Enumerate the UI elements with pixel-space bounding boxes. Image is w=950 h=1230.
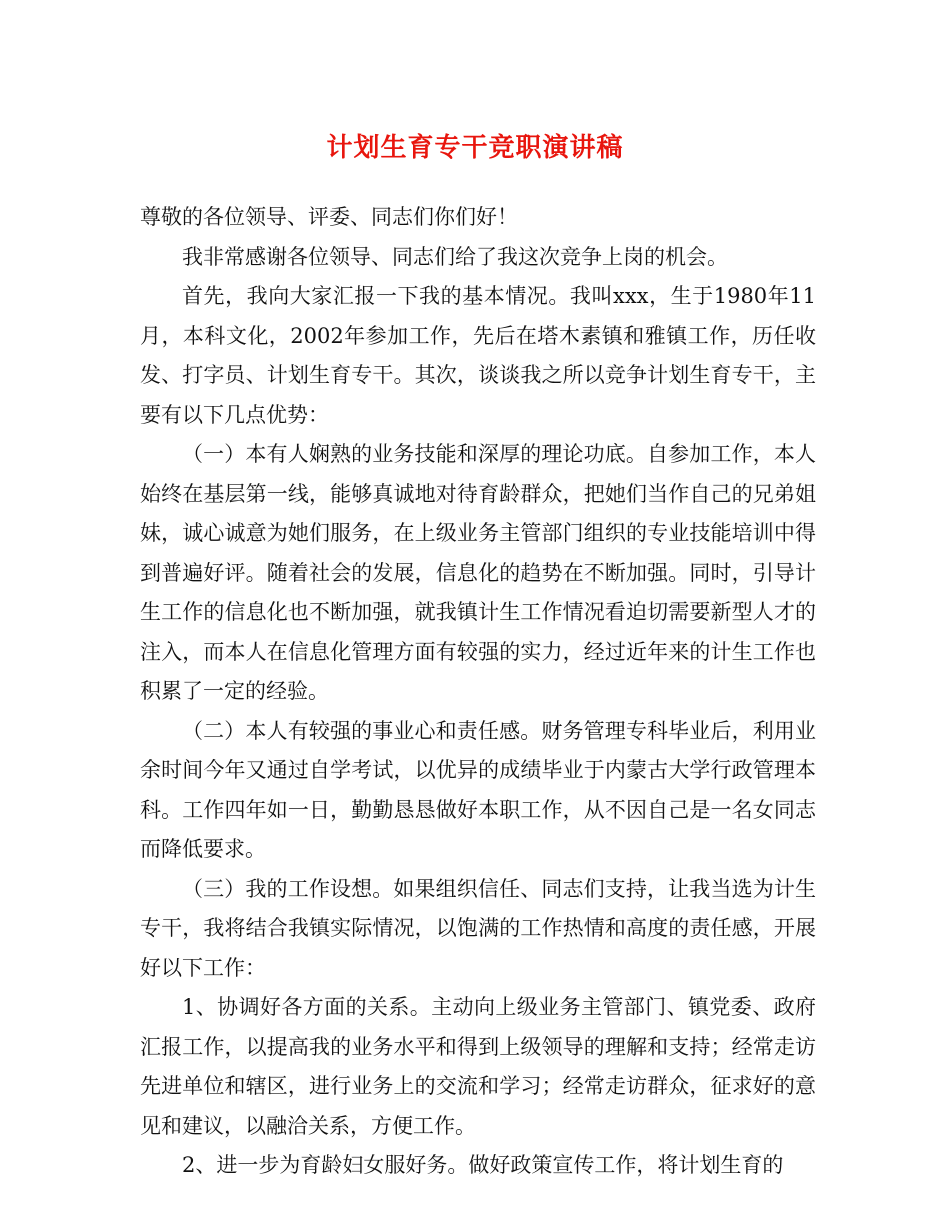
body-paragraph: 2、进一步为育龄妇女服好务。做好政策宣传工作，将计划生育的: [182, 1153, 784, 1177]
body-paragraph: （三）我的工作设想。如果组织信任、同志们支持，让我当选为计生专干，我将结合我镇实际情况，以饱满的工作热情和高度的责任感，开展好以下工作：: [140, 876, 816, 980]
salutation-paragraph: 尊敬的各位领导、评委、同志们你们好！: [140, 205, 518, 229]
body-paragraph: 我非常感谢各位领导、同志们给了我这次竞争上岗的机会。: [182, 244, 728, 269]
document-title: 计划生育专干竞职演讲稿: [326, 133, 624, 163]
body-paragraph: 首先，我向大家汇报一下我的基本情况。我叫xxx，生于1980年11月，本科文化，2002年参加工作，先后在塔木素镇和雅镇工作，历任收发、打字员、计划生育专干。其次，谈谈我之所以竞争计划生育专干，主要有以下几点优势：: [140, 284, 816, 427]
body-paragraph: （二）本人有较强的事业心和责任感。财务管理专科毕业后，利用业余时间今年又通过自学考试，以优异的成绩毕业于内蒙古大学行政管理本科。工作四年如一日，勤勤恳恳做好本职工作，从不因自己是一名女同志而降低要求。: [140, 718, 816, 861]
body-paragraph: （一）本有人娴熟的业务技能和深厚的理论功底。自参加工作，本人始终在基层第一线，能够真诚地对待育龄群众，把她们当作自己的兄弟姐妹，诚心诚意为她们服务，在上级业务主管部门组织的专业技能培训中得到普遍好评。随着社会的发展，信息化的趋势在不断加强。同时，引导计生工作的信息化也不断加强，就我镇计生工作情况看迫切需要新型人才的注入，而本人在信息化管理方面有较强的实力，经过近年来的计生工作也积累了一定的经验。: [140, 442, 816, 703]
document-body: [140, 198, 816, 1186]
body-paragraph: 1、协调好各方面的关系。主动向上级业务主管部门、镇党委、政府汇报工作，以提高我的业务水平和得到上级领导的理解和支持；经常走访先进单位和辖区，进行业务上的交流和学习；经常走访群众，征求好的意见和建议，以融洽关系，方便工作。: [140, 995, 816, 1138]
